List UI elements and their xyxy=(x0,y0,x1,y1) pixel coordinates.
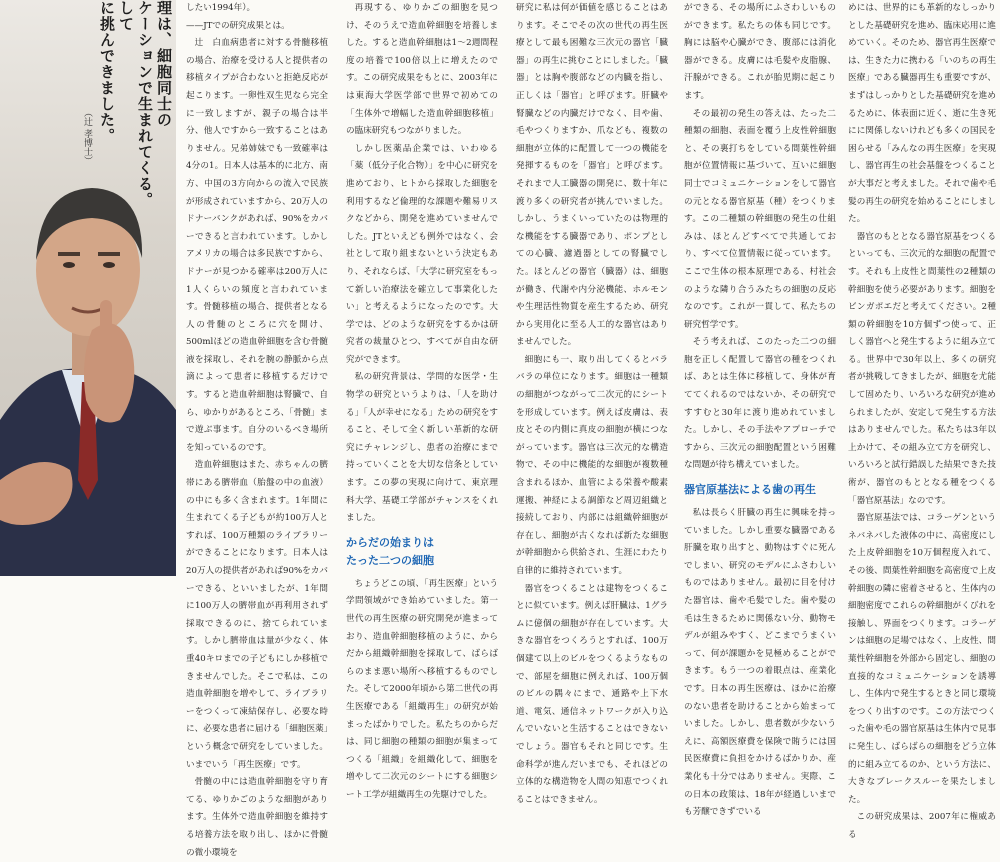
col1-para-5: 骨髄の中には造血幹細胞を守り育てる、ゆりかごのような細胞があります。生体外で造血幹細胞を維持する培養方法を取り出し、ほかに骨髄の微小環境を xyxy=(186,777,328,858)
section-heading-tooth-regeneration: 器官原基法による歯の再生 xyxy=(684,483,816,497)
col5-para-2: 器官のもととなる器官原基をつくるといっても、三次元的な細胞の配置です。それも上皮性と間葉性の2種類の幹細胞を使う必要があります。細胞をビンガポエだと考えてください。2種類の幹細胞を10方個ずつ使って、正しく器官へと発生するように組み立てる。世界中で30年以上、多くの研究者が挑戦してきましたが、細胞を尤能して固めたり、いろいろな研究が進められましたが、安定して発生する方法はありませんでした。私たちは3年以上かけて、その組み立て方を研究し、いろいろと試行錯誤した結果できた技術が、器官のもととなる種をつくる「器官原基法」なのです。 xyxy=(848,231,996,506)
photo-credit: （辻 孝博士） xyxy=(82,108,92,165)
title-line-1: 理は、細胞同士の xyxy=(155,0,173,128)
col4-para-2: その最初の発生の答えは、たった二種類の細胞、表面を覆う上皮性幹細胞と、その裏打ちをしている間葉性幹細胞が位置情報に基づいて、互いに細胞同士でコミュニケーションをして器官の元となる器官原基（種）をつくります。この二種類の幹細胞の発生の仕組みは、ほとんどすべてで共通しており、すべて位置情報に従っています。ここで生体の根本原理である、村社会のような隣り合うみたちの細胞の反応なのです。これが一貫して、私たちの研究哲学です。 xyxy=(684,108,836,330)
col2-para-2: しかし医薬品企業では、いわゆる「薬（低分子化合物）」を中心に研究を進めており、ヒトから採取した細胞を利用するなど倫理的な課題や難易リスクなどから、開発を進めていませんでした。JTといえども例外ではなく、会社として取り組まないという決定もあり、それならば、「大学に研究室をもって新しい治療法を確立して事業化したい」と考えるようになったのです。大学では、どのような研究をするかは研究者の裁量ひとつ、すべてが自由な研究ができます。 xyxy=(346,143,498,365)
col5-para-1: めには、世界的にも革新的なしっかりとした基礎研究を進め、臨床応用に進めていく。そのため、器官再生医療では、生きた力に携わる「いのちの再生医療」である臓器再生も重要ですが、まずはしっかりとした基礎研究を進めるために、体表面に近く、逝に生き死にに関係しないけれども多くの国民を困らせる「みんなの再生医療」を実現し、器官再生の社会基盤をつくることが大事だと考えました。それで歯や毛髪の再生の研究を始めることにしました。 xyxy=(848,3,996,225)
col5-para-4: この研究成果は、2007年に権威ある xyxy=(848,812,996,840)
col3-para-1: 研究に私は何が価値を感じることはあります。そこでその次の世代の再生医療として最も困難な三次元の器官「臓器」の再生に挑むことにしました。「臓器」とは胸や腹部などの内臓を指し、正しくは「器官」と呼びます。肝臓や腎臓などの内臓だけでなく、目や歯、毛やつくりますか、爪なども、複数の細胞が立体的に配置して一つの機能を発揮するものを「器官」と呼びます。それまで人工臓器の開発に、数十年に渡り多くの研究者が挑んでいました。しかし、うまくいっていたのは物理的な機能をする臓器であり、ポンプとしての心臓、濾過器としての腎臓でした。ほとんどの器官（臓器）は、細胞が働き、代謝や内分泌機能、ホルモンや生理活性物質を産生するため、研究から実用化に至る人工的な器官はありませんでした。 xyxy=(516,3,668,348)
col1-para-3: 辻 白血病患者に対する骨髄移植の場合、治療を受ける人と提供者の移植タイプが合わないと拒絶反応が起こります。一卵性双生児なら完全に一致しますが、親子の場合は半分、他人ですから一致することはありません。兄弟姉妹でも一致確率は4分の1。日本人は基本的に北方、南方、中国の3方向からの流入で民族が形成されていますから、20万人のドナーバンクがあれば、90%をカバーできると言われています。しかしアメリカの場合は多民族ですから、ドナーが見つかる確率は200万人に1人くらいの頻度と言われています。骨髄移植の場合、提供者となる人の骨髄のところに穴を開け、500mlほどの造血幹細胞を含む骨髄液を採取し、それを腕の静脈から点滴によって患者に移植するだけです。すると造血幹細胞は腎臓で、自ら、ゆかりがあるところ、「骨髄」まで遊ぶ事ます。自分のいるべき場所を知っているのです。 xyxy=(186,38,328,453)
text-column-1 xyxy=(186,0,328,858)
title-line-3: して xyxy=(117,0,135,32)
portrait-photo xyxy=(0,0,176,576)
col3-para-2: 細胞にも一、取り出してくるとバラバラの単位になります。細胞は一種類の細胞がつながって二次元的にシートを形成しています。例えば皮膚は、表皮とその内側に真皮の細胞が横につながっています。器官は三次元的な構造物で、その中に機能的な細胞が複数種含まれるほか、血管による栄養や酸素運搬、神経による調節など周辺組織と接続しており、内部には組織幹細胞が存在し、細胞が古くなれば新たな細胞が幹細胞から供給され、生涯にわたり自律的に維持されています。 xyxy=(516,354,668,576)
col4-para-4: 私は長らく肝臓の再生に興味を持っていました。しかし重要な臓器である肝臓を取り出すと、動物はすぐに死んでしまい、研究のモデルにふさわしいものではありません。最初に目を付けた器官は、歯や毛髪でした。歯や髪の毛は生きるために関係ない分、動物モデルが組みやすく、どこまでうまくいって、何が課題かを見極めることができます。もう一つの着眼点は、産業化です。日本の再生医療は、ほかに治療のない患者を助けることから始まっていました。しかし、患者数が少ないうえに、高額医療費を保険で賄うには国民医療費に負担をかけるばかりか、産業化も十分ではありません。実際、この日本の政策は、18年が経過しいまでも芳醸できずでいる xyxy=(684,508,836,818)
col2-para-1: 再現する、ゆりかごの細胞を見つけ、そのうえで造血幹細胞を培養しました。すると造血幹細胞は1〜2週間程度の培養で100倍以上に増えたのです。この研究成果をもとに、2003年には東海大学医学部で世界で初めての「生体外で増幅した造血幹細胞移植」の臨床研究もつながりました。 xyxy=(346,3,498,137)
col4-para-3: そう考えれば、このたった二つの細胞を正しく配置して器官の種をつくれば、あとは生体に移植して、身体が育ててくれるのではないか、その研究ですすむと30年に渡り進めれていました。しかし、その手法やアプローチですから、三次元の細胞配置という困難な問題が待ち構えていました。 xyxy=(684,337,836,471)
text-column-5 xyxy=(848,0,996,840)
col1-para-4: 造血幹細胞はまた、赤ちゃんの臍帯にある臍帯血（胎盤の中の血液）の中にも多く含まれます。1年間に生まれてくる子どもが約100万人とすれば、100万種類のライブラリーができることになります。日本人は20万人の提供者があれば90%をカバーできる、といいましたが、1年間に100万人の臍帯血が再利用されず採取できるのに、捨てられています。しかし臍帯血は量が少なく、体重40キロまでの子どもにしか移植できませんでした。そこで私は、この造血幹細胞を増やして、ライブラリーをつくって凍結保存し、必要な時に、必要な患者に届ける「細胞医薬」という概念で研究をしていました。いまでいう「再生医療」です。 xyxy=(186,460,328,770)
title-line-4: に挑んできました。 xyxy=(98,0,116,144)
col1-para-2: ——JTでの研究成果とは。 xyxy=(186,20,290,31)
section-heading-origin: からだの始まりは たった二つの細胞 xyxy=(346,535,434,567)
col1-para-1: したい1994年）。 xyxy=(186,3,256,13)
man-portrait-figure xyxy=(0,120,176,576)
title-line-2: ケーションで生まれてくる。 xyxy=(136,0,154,208)
col2-para-3: 私の研究背景は、学問的な医学・生物学の研究というよりは、「人を助ける」「人が幸せになる」ための研究をすること、そして全く新しい革新的な研究にチャレンジし、患者の治療にまで持っていくことを大切な信条としています。この夢の実現に向けて、東京理科大学、基礎工学部がチャンスをくれました。 xyxy=(346,372,498,524)
text-column-4 xyxy=(684,0,836,818)
text-column-2 xyxy=(346,0,498,800)
col2-para-4: ちょうどこの頃、「再生医療」という学問領域ができ始めていました。第一世代の再生医療の研究開発が進まっており、造血幹細胞移植のように、からだから組織幹細胞を採取して、ばらばらのまま悪い場所へ移植するものでした。そして2000年頃から第二世代の再生医療である「組織再生」の研究が始まったばかりでした。私たちのからだは、同じ細胞の種類の細胞が集まってつくる「組織」を組織化して、細胞を増やして二次元のシートにする細胞シート工学が組織再生の先駆けでした。 xyxy=(346,578,498,800)
col4-para-1: ができる、その場所にふさわしいものができます。私たちの体も同じです。胸には脳や心臓ができ、腹部には消化器ができる。皮膚には毛髪や皮脂腺、汗腺ができる。これが胎児期に起こります。 xyxy=(684,3,836,101)
col3-para-3: 器官をつくることは建物をつくることに似ています。例えば肝臓は、1グラムに億個の細胞が存在しています。大きな器官をつくろうとすれば、100万個建て以上のビルをつくるようなもので、部屋を細胞に例えれば、100万個のビルの隅々にまで、通路や上下水道、電気、通信ネットワークが入り込んでいないと生活することはできないでしょう。器官もそれと同じです。生命科学が進んだいまでも、それほどの立体的な構造物を人間の知恵でつくれることはできません。 xyxy=(516,583,668,805)
text-column-3 xyxy=(516,0,668,805)
col5-para-3: 器官原基法では、コラーゲンというネバネバした液体の中に、高密度にした上皮幹細胞を10万個程度入れて、その後、間葉性幹細胞を高密度で上皮幹細胞の隣に密着させると、生体内の細胞密度でこれらの幹細胞がくびれを接触し、界面をつくります。コラーゲンは細胞の足場ではなく、上皮性、間葉性幹細胞を外部から固定し、細胞の直接的なコミュニケーションを誘導し、生体内で発生するときと同じ環境をつくり出すのです。この方法でつくった歯や毛の器官原基は生体内で見事に発生し、ばらばらの細胞をどう立体的に組み立てるのか、という方法に、大きなブレークスルーを果たしました。 xyxy=(848,513,996,805)
